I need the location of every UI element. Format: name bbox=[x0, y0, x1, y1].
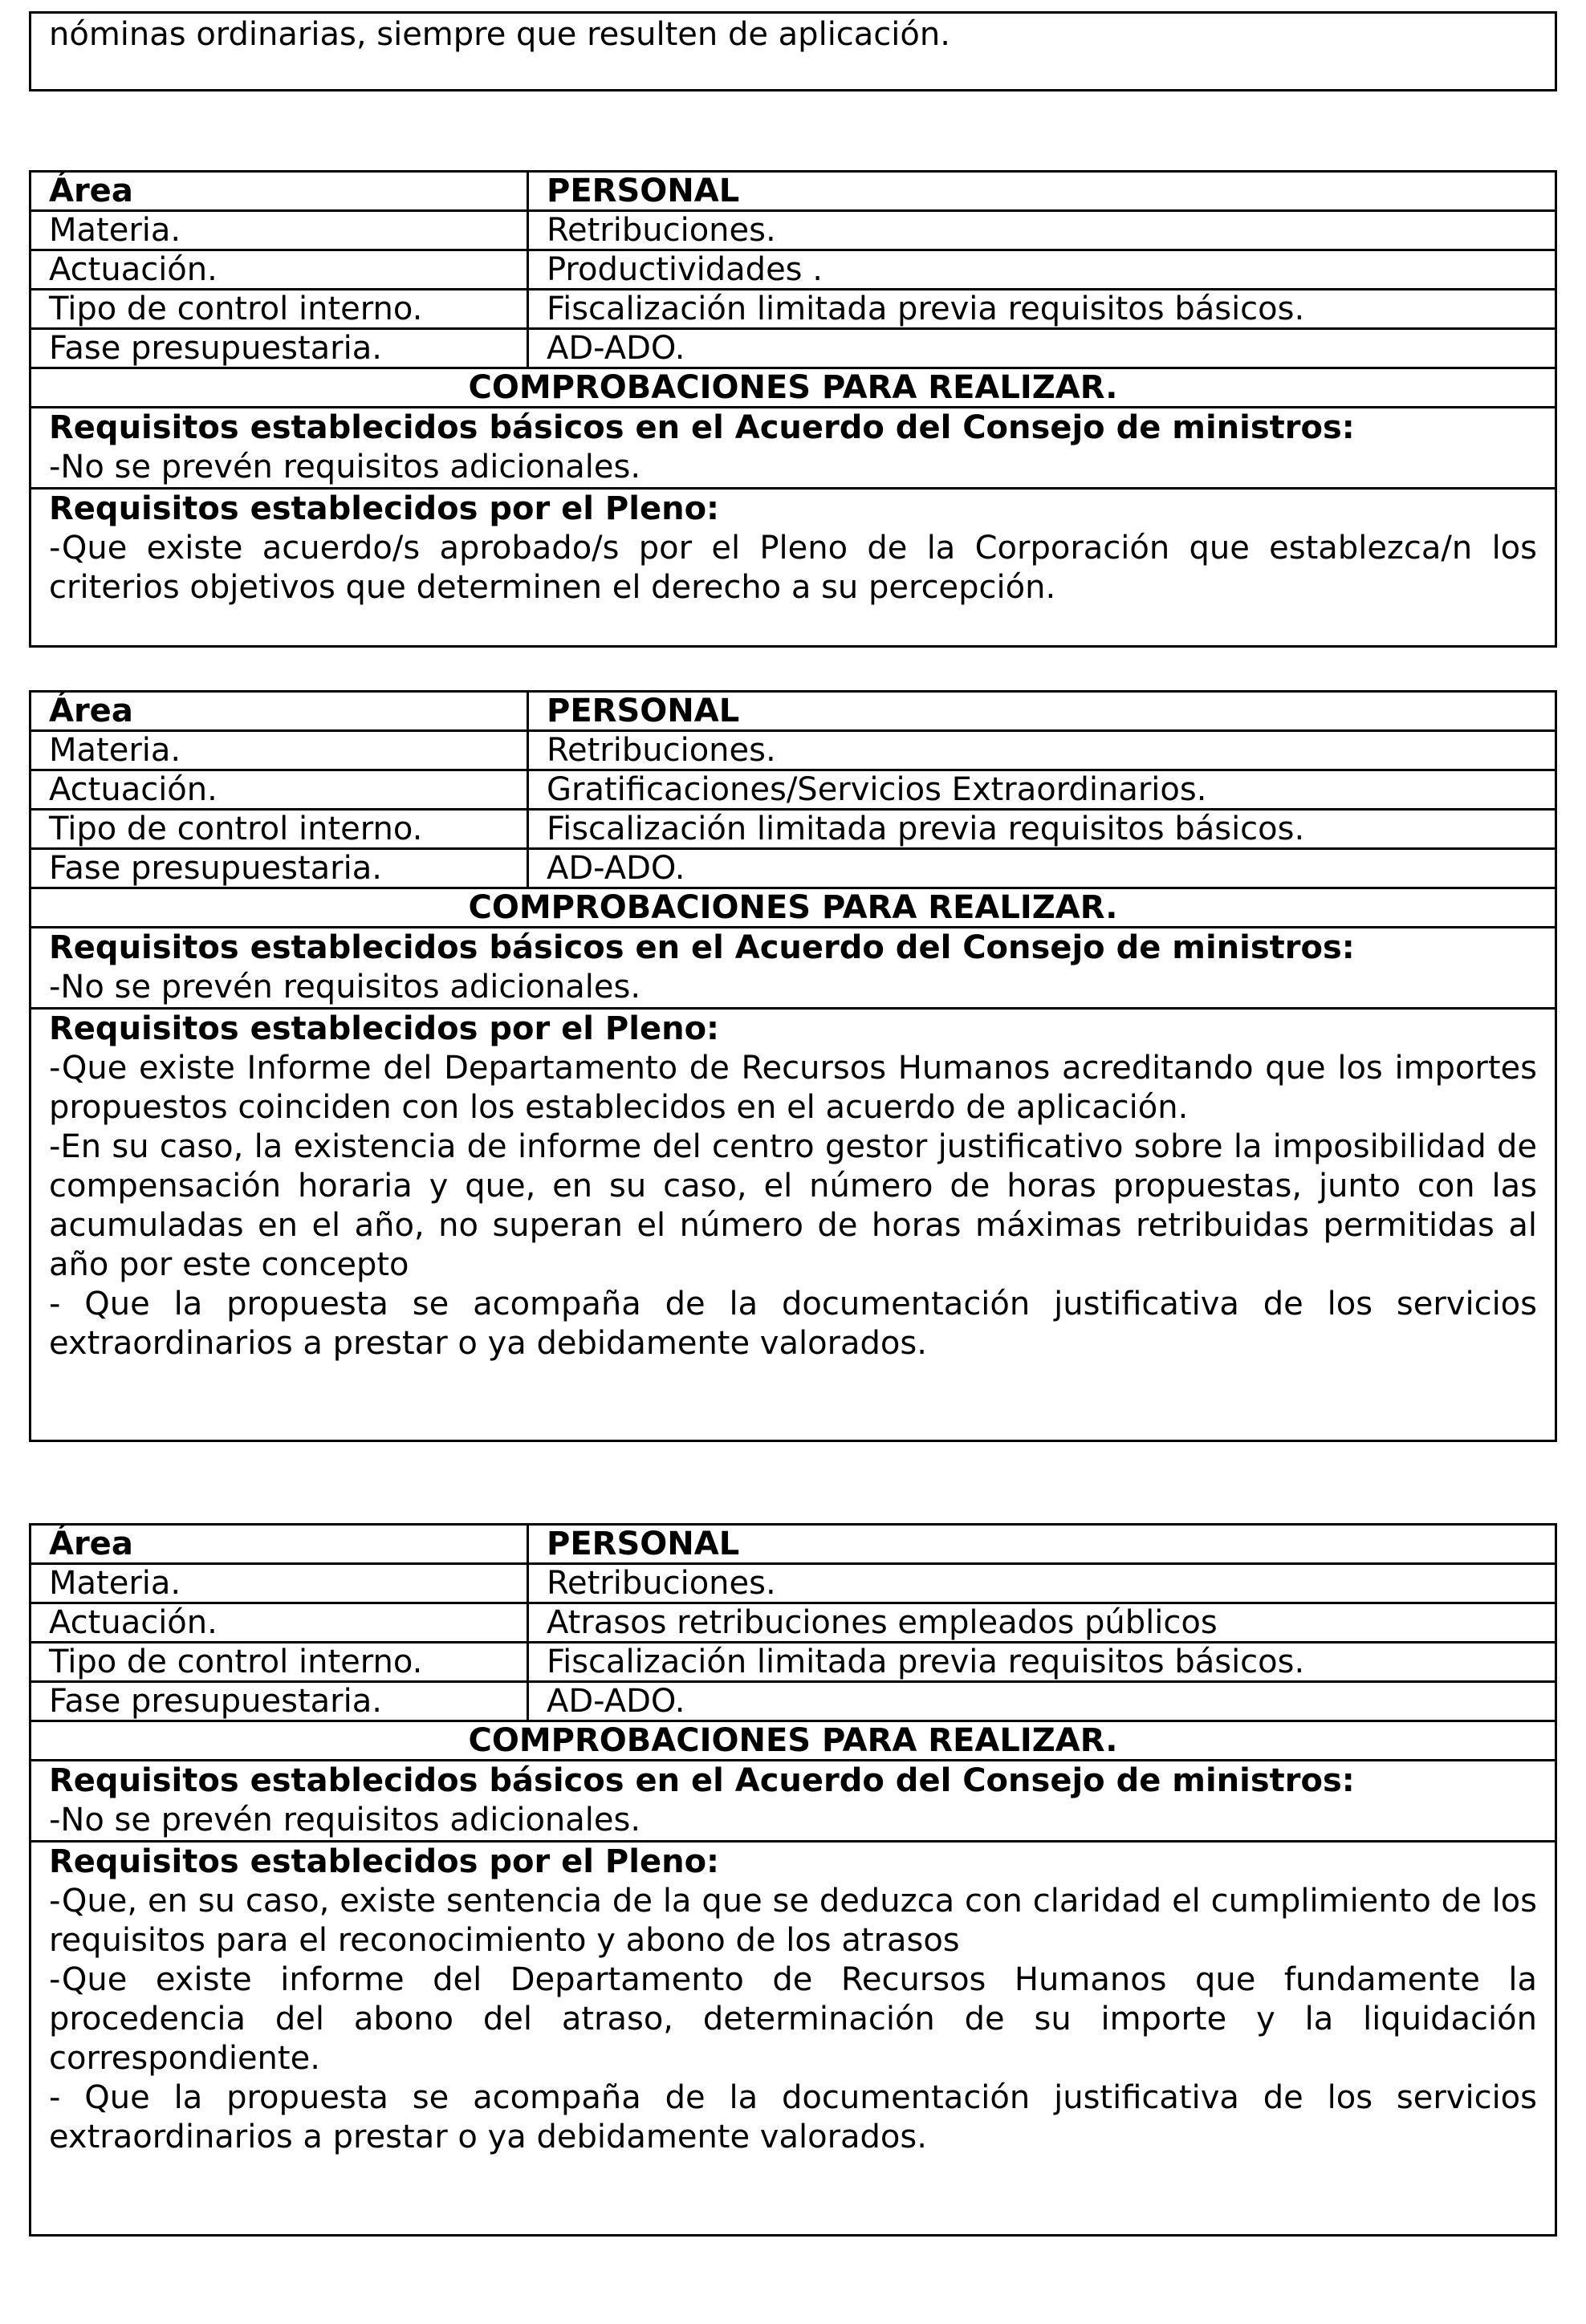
value-actuacion: Atrasos retribuciones empleados públicos bbox=[528, 1603, 1556, 1643]
label-materia: Materia. bbox=[31, 1564, 528, 1603]
pleno-item: -Que existe acuerdo/s aprobado/s por el Pleno de la Corporación que establezca/n los criterios objetivos que determinen el derecho a su percepción. bbox=[49, 530, 1537, 606]
label-actuacion: Actuación. bbox=[31, 770, 528, 810]
label-fase: Fase presupuestaria. bbox=[31, 329, 528, 368]
row-actuacion bbox=[31, 770, 1556, 810]
row-tipo-control bbox=[31, 290, 1556, 329]
row-tipo-control bbox=[31, 810, 1556, 849]
row-tipo-control bbox=[31, 1643, 1556, 1682]
row-comprobaciones bbox=[31, 1721, 1556, 1761]
value-area: PERSONAL bbox=[528, 172, 1556, 211]
value-materia: Retribuciones. bbox=[528, 1564, 1556, 1603]
label-actuacion: Actuación. bbox=[31, 250, 528, 290]
control-table-atrasos bbox=[29, 1523, 1557, 2237]
value-tipo-control: Fiscalización limitada previa requisitos básicos. bbox=[528, 290, 1556, 329]
label-fase: Fase presupuestaria. bbox=[31, 849, 528, 888]
label-tipo-control: Tipo de control interno. bbox=[31, 1643, 528, 1682]
consejo-requirements bbox=[31, 408, 1556, 489]
value-materia: Retribuciones. bbox=[528, 211, 1556, 250]
pleno-requirements bbox=[31, 1842, 1556, 2236]
row-area bbox=[31, 692, 1556, 731]
pleno-item: -Que existe Informe del Departamento de Recursos Humanos acreditando que los importes propuestos coinciden con los establecidos en el acuerdo de aplicación. bbox=[49, 1050, 1537, 1126]
label-area: Área bbox=[31, 1525, 528, 1564]
consejo-text: -No se prevén requisitos adicionales. bbox=[49, 969, 641, 1006]
row-pleno bbox=[31, 489, 1556, 647]
consejo-heading: Requisitos establecidos básicos en el Acuerdo del Consejo de ministros: bbox=[49, 409, 1355, 446]
row-materia bbox=[31, 211, 1556, 250]
value-fase: AD-ADO. bbox=[528, 1682, 1556, 1721]
row-comprobaciones bbox=[31, 888, 1556, 928]
consejo-requirements bbox=[31, 1761, 1556, 1842]
row-actuacion bbox=[31, 1603, 1556, 1643]
comprobaciones-heading: COMPROBACIONES PARA REALIZAR. bbox=[31, 888, 1556, 928]
pleno-heading: Requisitos establecidos por el Pleno: bbox=[49, 490, 720, 527]
pleno-heading: Requisitos establecidos por el Pleno: bbox=[49, 1010, 720, 1047]
pleno-requirements bbox=[31, 1009, 1556, 1441]
pleno-heading: Requisitos establecidos por el Pleno: bbox=[49, 1843, 720, 1880]
row-fase bbox=[31, 1682, 1556, 1721]
label-area: Área bbox=[31, 172, 528, 211]
row-actuacion bbox=[31, 250, 1556, 290]
row-fase bbox=[31, 849, 1556, 888]
continuation-text: nóminas ordinarias, siempre que resulten de aplicación. bbox=[49, 16, 950, 53]
label-fase: Fase presupuestaria. bbox=[31, 1682, 528, 1721]
value-fase: AD-ADO. bbox=[528, 329, 1556, 368]
control-table-productividades bbox=[29, 170, 1557, 648]
control-table-gratificaciones bbox=[29, 690, 1557, 1442]
pleno-item: - Que la propuesta se acompaña de la documentación justificativa de los servicios extraordinarios a prestar o ya debidamente valorados. bbox=[49, 2079, 1537, 2155]
value-materia: Retribuciones. bbox=[528, 731, 1556, 770]
consejo-text: -No se prevén requisitos adicionales. bbox=[49, 449, 641, 486]
value-tipo-control: Fiscalización limitada previa requisitos básicos. bbox=[528, 810, 1556, 849]
consejo-text: -No se prevén requisitos adicionales. bbox=[49, 1802, 641, 1838]
row-materia bbox=[31, 731, 1556, 770]
row-pleno bbox=[31, 1009, 1556, 1441]
consejo-heading: Requisitos establecidos básicos en el Acuerdo del Consejo de ministros: bbox=[49, 929, 1355, 966]
pleno-item: - Que la propuesta se acompaña de la documentación justificativa de los servicios extraordinarios a prestar o ya debidamente valorados. bbox=[49, 1286, 1537, 1362]
row-consejo bbox=[31, 408, 1556, 489]
row-area bbox=[31, 1525, 1556, 1564]
label-area: Área bbox=[31, 692, 528, 731]
value-tipo-control: Fiscalización limitada previa requisitos básicos. bbox=[528, 1643, 1556, 1682]
pleno-item: -En su caso, la existencia de informe del centro gestor justificativo sobre la imposibilidad de compensación horaria y que, en su caso, el número de horas propuestas, junto con las acumuladas en el año, no superan el número de horas máximas retribuidas permitidas al año por este concepto bbox=[49, 1128, 1537, 1283]
pleno-item: -Que, en su caso, existe sentencia de la que se deduzca con claridad el cumplimiento de los requisitos para el reconocimiento y abono de los atrasos bbox=[49, 1883, 1537, 1959]
comprobaciones-heading: COMPROBACIONES PARA REALIZAR. bbox=[31, 1721, 1556, 1761]
label-tipo-control: Tipo de control interno. bbox=[31, 290, 528, 329]
comprobaciones-heading: COMPROBACIONES PARA REALIZAR. bbox=[31, 368, 1556, 408]
row-area bbox=[31, 172, 1556, 211]
value-actuacion: Productividades . bbox=[528, 250, 1556, 290]
row-pleno bbox=[31, 1842, 1556, 2236]
consejo-requirements bbox=[31, 928, 1556, 1009]
label-materia: Materia. bbox=[31, 211, 528, 250]
pleno-requirements bbox=[31, 489, 1556, 647]
row-comprobaciones bbox=[31, 368, 1556, 408]
continuation-box bbox=[29, 11, 1557, 91]
row-consejo bbox=[31, 1761, 1556, 1842]
value-area: PERSONAL bbox=[528, 1525, 1556, 1564]
consejo-heading: Requisitos establecidos básicos en el Acuerdo del Consejo de ministros: bbox=[49, 1762, 1355, 1799]
row-consejo bbox=[31, 928, 1556, 1009]
label-actuacion: Actuación. bbox=[31, 1603, 528, 1643]
row-fase bbox=[31, 329, 1556, 368]
pleno-item: -Que existe informe del Departamento de Recursos Humanos que fundamente la procedencia del abono del atraso, determinación de su importe y la liquidación correspondiente. bbox=[49, 1961, 1537, 2077]
label-tipo-control: Tipo de control interno. bbox=[31, 810, 528, 849]
value-area: PERSONAL bbox=[528, 692, 1556, 731]
row-materia bbox=[31, 1564, 1556, 1603]
label-materia: Materia. bbox=[31, 731, 528, 770]
value-fase: AD-ADO. bbox=[528, 849, 1556, 888]
value-actuacion: Gratificaciones/Servicios Extraordinarios. bbox=[528, 770, 1556, 810]
